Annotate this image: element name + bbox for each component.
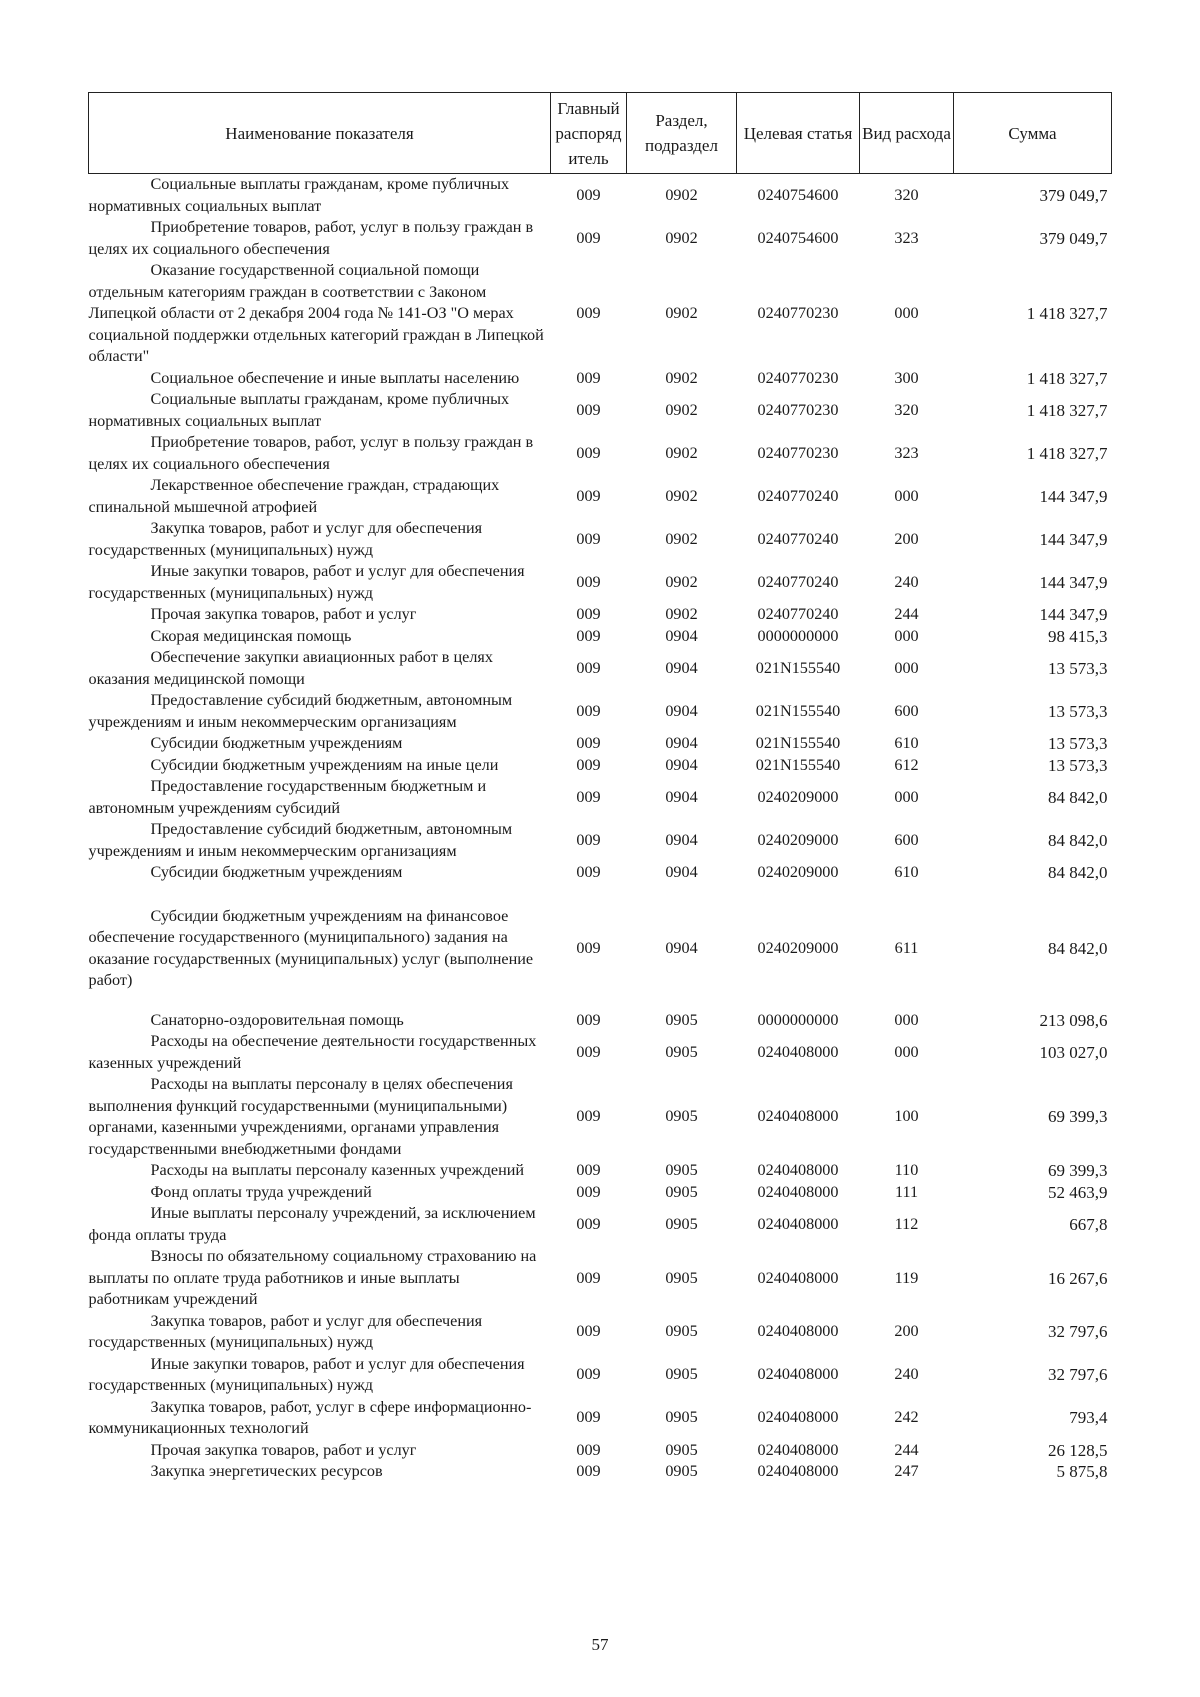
row-summa: 379 049,7 [1039, 228, 1108, 248]
row-vid: 119 [894, 1268, 919, 1287]
table-row [89, 1182, 1112, 1204]
row-name [89, 1074, 551, 1160]
row-name [89, 862, 551, 884]
row-name [89, 1031, 551, 1074]
row-glavny: 009 [576, 1107, 601, 1126]
row-glavny: 009 [576, 830, 601, 849]
table-row [89, 776, 1112, 819]
table-row [89, 1397, 1112, 1440]
row-celevaya: 021N155540 [755, 755, 841, 774]
row-vid: 320 [894, 185, 919, 204]
row-vid: 200 [894, 1322, 919, 1341]
row-celevaya: 021N155540 [755, 701, 841, 720]
row-name [89, 174, 551, 218]
budget-table [88, 92, 1112, 1483]
row-glavny: 009 [576, 368, 601, 387]
row-summa: 13 573,3 [1048, 734, 1108, 753]
row-name-text: Закупка товаров, работ, услуг в сфере информационно-коммуникационных технологий [88, 1397, 532, 1437]
row-name-text: Взносы по обязательному социальному страхованию на выплаты по оплате труда работников и иные выплаты работникам учреждений [88, 1247, 537, 1308]
row-glavny: 009 [576, 938, 601, 957]
row-summa: 69 399,3 [1048, 1107, 1108, 1127]
table-row [89, 819, 1112, 862]
row-summa: 144 347,9 [1039, 572, 1108, 592]
row-razdel: 0904 [665, 658, 698, 677]
row-name-text: Прочая закупка товаров, работ и услуг [150, 605, 417, 623]
table-row [89, 260, 1112, 368]
row-summa: 213 098,6 [1039, 1010, 1108, 1030]
row-razdel: 0902 [665, 185, 698, 204]
row-glavny: 009 [576, 1182, 601, 1201]
row-glavny: 009 [576, 1365, 601, 1384]
row-summa: 144 347,9 [1039, 605, 1108, 624]
row-razdel: 0902 [665, 400, 698, 419]
row-razdel: 0905 [665, 1214, 698, 1233]
row-name [89, 217, 551, 260]
row-name-text: Иные выплаты персоналу учреждений, за исключением фонда оплаты труда [88, 1204, 536, 1244]
row-summa: 16 267,6 [1048, 1268, 1108, 1288]
row-name [89, 475, 551, 518]
row-glavny: 009 [576, 658, 601, 677]
row-celevaya: 0240209000 [757, 863, 839, 881]
table-row [89, 604, 1112, 626]
row-glavny: 009 [576, 1462, 601, 1480]
table-row [89, 1203, 1112, 1246]
row-summa: 1 418 327,7 [1026, 304, 1108, 323]
row-celevaya: 0240770230 [757, 368, 839, 387]
row-summa: 103 027,0 [1039, 1042, 1108, 1062]
row-razdel: 0904 [665, 734, 698, 752]
row-vid: 000 [894, 486, 919, 505]
row-vid: 240 [894, 572, 919, 591]
row-vid: 000 [894, 626, 919, 645]
row-summa: 69 399,3 [1048, 1161, 1108, 1180]
row-name [89, 1461, 551, 1483]
row-glavny: 009 [576, 734, 601, 752]
row-name-text: Субсидии бюджетным учреждениям [150, 734, 403, 752]
row-celevaya: 0240770230 [757, 443, 839, 462]
row-razdel: 0905 [665, 1440, 698, 1459]
table-row [89, 432, 1112, 475]
row-razdel: 0905 [665, 1268, 698, 1287]
row-summa: 1 418 327,7 [1026, 443, 1108, 463]
row-celevaya: 0240209000 [757, 787, 839, 806]
row-glavny: 009 [576, 1161, 601, 1179]
row-summa: 13 573,3 [1048, 658, 1108, 678]
row-summa: 52 463,9 [1048, 1182, 1108, 1202]
row-name [89, 1311, 551, 1354]
row-name-text: Предоставление субсидий бюджетным, автономным учреждениям и иным некоммерческим организациям [88, 691, 513, 731]
row-razdel: 0905 [665, 1365, 698, 1384]
row-vid: 000 [894, 787, 919, 806]
row-name [89, 755, 551, 777]
row-summa: 13 573,3 [1048, 701, 1108, 721]
row-name-text: Социальное обеспечение и иные выплаты населению [150, 368, 520, 387]
table-row [89, 1311, 1112, 1354]
table-row [89, 626, 1112, 648]
row-summa: 13 573,3 [1048, 755, 1108, 775]
row-celevaya: 0240754600 [757, 185, 839, 204]
row-summa: 144 347,9 [1039, 486, 1108, 506]
table-row [89, 862, 1112, 884]
row-name-text: Закупка энергетических ресурсов [150, 1462, 383, 1480]
row-vid: 000 [894, 658, 919, 677]
row-summa: 793,4 [1069, 1408, 1108, 1428]
row-razdel: 0905 [665, 1010, 698, 1029]
row-vid: 247 [894, 1462, 919, 1480]
row-name-text: Закупка товаров, работ и услуг для обеспечения государственных (муниципальных) нужд [88, 519, 483, 559]
row-razdel: 0905 [665, 1462, 698, 1480]
row-razdel: 0902 [665, 368, 698, 387]
row-name [89, 1246, 551, 1311]
row-summa: 84 842,0 [1048, 787, 1108, 807]
row-glavny: 009 [576, 304, 601, 322]
header-summa: Сумма [954, 93, 1112, 174]
row-name [89, 690, 551, 733]
row-vid: 100 [894, 1107, 919, 1126]
row-name-text: Социальные выплаты гражданам, кроме публичных нормативных социальных выплат [88, 175, 510, 215]
row-glavny: 009 [576, 787, 601, 806]
row-glavny: 009 [576, 626, 601, 645]
header-name: Наименование показателя [89, 93, 551, 174]
row-glavny: 009 [576, 605, 601, 623]
row-glavny: 009 [576, 529, 601, 548]
row-summa: 144 347,9 [1039, 529, 1108, 549]
row-summa: 1 418 327,7 [1026, 368, 1108, 388]
row-razdel: 0904 [665, 701, 698, 720]
table-row [89, 647, 1112, 690]
row-razdel: 0904 [665, 787, 698, 806]
row-summa: 32 797,6 [1048, 1365, 1108, 1385]
row-name-text: Предоставление государственным бюджетным и автономным учреждениям субсидий [88, 777, 487, 817]
row-glavny: 009 [576, 755, 601, 774]
row-razdel: 0902 [665, 443, 698, 462]
row-glavny: 009 [576, 1268, 601, 1287]
row-razdel: 0905 [665, 1182, 698, 1201]
row-vid: 600 [894, 830, 919, 849]
row-name-text: Социальные выплаты гражданам, кроме публичных нормативных социальных выплат [88, 390, 510, 430]
row-glavny: 009 [576, 443, 601, 462]
table-row [89, 733, 1112, 755]
row-name-text: Скорая медицинская помощь [150, 626, 352, 645]
row-vid: 244 [894, 1440, 919, 1459]
row-vid: 244 [894, 605, 919, 623]
row-name [89, 1354, 551, 1397]
row-summa: 379 049,7 [1039, 185, 1108, 205]
table-row [89, 1440, 1112, 1462]
row-celevaya: 0240408000 [757, 1365, 839, 1384]
row-vid: 000 [894, 304, 919, 322]
row-razdel: 0902 [665, 228, 698, 247]
row-celevaya: 021N155540 [755, 658, 841, 677]
row-name-text: Субсидии бюджетным учреждениям на иные цели [150, 755, 499, 774]
table-row [89, 1160, 1112, 1182]
row-vid: 610 [894, 734, 919, 752]
row-name [89, 884, 551, 1010]
page-number: 57 [591, 1635, 609, 1654]
row-razdel: 0902 [665, 605, 698, 623]
table-row [89, 518, 1112, 561]
row-razdel: 0902 [665, 304, 698, 322]
row-razdel: 0905 [665, 1322, 698, 1341]
row-summa: 5 875,8 [1056, 1462, 1108, 1481]
row-celevaya: 0240408000 [757, 1214, 839, 1233]
row-celevaya: 0000000000 [757, 1010, 839, 1029]
row-name [89, 1160, 551, 1182]
row-vid: 320 [894, 400, 919, 419]
row-razdel: 0904 [665, 863, 698, 881]
row-name [89, 1182, 551, 1204]
header-vid: Вид расхода [860, 93, 954, 174]
row-name [89, 389, 551, 432]
row-summa: 98 415,3 [1048, 626, 1108, 646]
row-razdel: 0904 [665, 830, 698, 849]
row-celevaya: 0240408000 [757, 1440, 839, 1459]
row-glavny: 009 [576, 701, 601, 720]
row-glavny: 009 [576, 863, 601, 881]
row-celevaya: 0240408000 [757, 1107, 839, 1126]
row-summa: 26 128,5 [1048, 1440, 1108, 1460]
row-name-text: Субсидии бюджетным учреждениям на финансовое обеспечение государственного (муниципального) задания на оказание государственных (муниципальных) услуг (выполнение работ) [88, 906, 534, 989]
row-glavny: 009 [576, 185, 601, 204]
row-name [89, 561, 551, 604]
row-celevaya: 0240408000 [757, 1161, 839, 1179]
row-name [89, 626, 551, 648]
row-glavny: 009 [576, 572, 601, 591]
row-summa: 1 418 327,7 [1026, 400, 1108, 420]
row-vid: 240 [894, 1365, 919, 1384]
row-name-text: Расходы на выплаты персоналу в целях обеспечения выполнения функций государственными (муниципальными) органами, казенными учреждениями, органами управления государственными внебюджетными фондами [88, 1075, 513, 1158]
row-celevaya: 0240408000 [757, 1042, 839, 1061]
row-summa: 84 842,0 [1048, 938, 1108, 958]
row-name [89, 518, 551, 561]
row-name [89, 432, 551, 475]
table-row [89, 217, 1112, 260]
table-row [89, 561, 1112, 604]
row-summa: 32 797,6 [1048, 1322, 1108, 1342]
row-summa: 84 842,0 [1048, 863, 1108, 882]
table-row [89, 1354, 1112, 1397]
table-row [89, 1010, 1112, 1032]
row-glavny: 009 [576, 1322, 601, 1341]
row-name [89, 776, 551, 819]
row-summa: 84 842,0 [1048, 830, 1108, 850]
row-name [89, 1010, 551, 1032]
row-celevaya: 0240770230 [757, 400, 839, 419]
table-header [89, 93, 1112, 174]
row-razdel: 0905 [665, 1042, 698, 1061]
row-name-text: Лекарственное обеспечение граждан, страдающих спинальной мышечной атрофией [88, 476, 500, 516]
header-glavny: Главный распоряд итель [551, 93, 627, 174]
row-name-text: Оказание государственной социальной помощи отдельным категориям граждан в соответствии с Законом Липецкой области от 2 декабря 2004 года № 141-ОЗ "О мерах социальной поддержки отдельных категорий граждан в Липецкой области" [88, 261, 544, 365]
row-razdel: 0902 [665, 529, 698, 548]
table-row [89, 475, 1112, 518]
row-name [89, 604, 551, 626]
row-razdel: 0904 [665, 626, 698, 645]
row-celevaya: 0240408000 [757, 1182, 839, 1201]
row-celevaya: 0240770240 [757, 572, 839, 591]
row-glavny: 009 [576, 1408, 601, 1427]
row-name-text: Приобретение товаров, работ, услуг в пользу граждан в целях их социального обеспечения [88, 433, 534, 473]
row-name [89, 647, 551, 690]
row-celevaya: 0240408000 [757, 1462, 839, 1480]
table-row [89, 1031, 1112, 1074]
row-celevaya: 0240209000 [757, 830, 839, 849]
row-celevaya: 0240770240 [757, 605, 839, 623]
header-razdel: Раздел, подраздел [627, 93, 737, 174]
row-summa: 667,8 [1069, 1214, 1108, 1234]
table-row [89, 755, 1112, 777]
row-vid: 200 [894, 529, 919, 548]
row-name [89, 1397, 551, 1440]
row-razdel: 0902 [665, 572, 698, 591]
row-name [89, 733, 551, 755]
row-razdel: 0905 [665, 1161, 698, 1179]
table-row [89, 174, 1112, 218]
row-razdel: 0905 [665, 1107, 698, 1126]
row-celevaya: 0240408000 [757, 1268, 839, 1287]
row-celevaya: 021N155540 [755, 734, 841, 752]
row-name-text: Прочая закупка товаров, работ и услуг [150, 1440, 417, 1459]
row-glavny: 009 [576, 1440, 601, 1459]
row-name-text: Обеспечение закупки авиационных работ в целях оказания медицинской помощи [88, 648, 493, 688]
row-glavny: 009 [576, 400, 601, 419]
row-vid: 611 [894, 938, 919, 957]
row-glavny: 009 [576, 228, 601, 247]
table-body [89, 174, 1112, 1483]
row-glavny: 009 [576, 486, 601, 505]
row-vid: 323 [894, 228, 919, 247]
row-razdel: 0905 [665, 1408, 698, 1427]
document-page [88, 92, 1111, 1483]
row-glavny: 009 [576, 1214, 601, 1233]
row-celevaya: 0240209000 [757, 938, 839, 957]
row-celevaya: 0240408000 [757, 1408, 839, 1427]
row-razdel: 0904 [665, 938, 698, 957]
row-razdel: 0902 [665, 486, 698, 505]
row-glavny: 009 [576, 1042, 601, 1061]
row-vid: 600 [894, 701, 919, 720]
table-row [89, 389, 1112, 432]
row-name [89, 260, 551, 368]
table-row [89, 368, 1112, 390]
row-vid: 112 [894, 1214, 919, 1233]
row-celevaya: 0240408000 [757, 1322, 839, 1341]
row-vid: 612 [894, 755, 919, 774]
row-name-text: Закупка товаров, работ и услуг для обеспечения государственных (муниципальных) нужд [88, 1311, 483, 1351]
row-celevaya: 0240754600 [757, 228, 839, 247]
row-celevaya: 0240770240 [757, 486, 839, 505]
row-name [89, 1440, 551, 1462]
table-row [89, 1074, 1112, 1160]
row-vid: 000 [894, 1010, 919, 1029]
row-name-text: Субсидии бюджетным учреждениям [150, 863, 403, 881]
table-row [89, 1461, 1112, 1483]
row-name-text: Фонд оплаты труда учреждений [150, 1182, 372, 1201]
row-name-text: Расходы на обеспечение деятельности государственных казенных учреждений [88, 1032, 537, 1072]
row-vid: 323 [894, 443, 919, 462]
row-vid: 300 [894, 368, 919, 387]
header-celevaya: Целевая статья [737, 93, 860, 174]
row-glavny: 009 [576, 1010, 601, 1029]
row-name [89, 819, 551, 862]
row-name-text: Иные закупки товаров, работ и услуг для обеспечения государственных (муниципальных) нужд [88, 562, 525, 602]
table-row [89, 690, 1112, 733]
row-vid: 111 [894, 1182, 919, 1201]
row-razdel: 0904 [665, 755, 698, 774]
row-celevaya: 0240770240 [757, 529, 839, 548]
row-celevaya: 0000000000 [757, 626, 839, 645]
row-vid: 110 [894, 1161, 919, 1179]
row-name-text: Санаторно-оздоровительная помощь [150, 1010, 404, 1029]
table-row [89, 884, 1112, 1010]
table-row [89, 1246, 1112, 1311]
row-vid: 610 [894, 863, 919, 881]
row-name-text: Расходы на выплаты персоналу казенных учреждений [150, 1161, 525, 1179]
row-name [89, 368, 551, 390]
row-name-text: Иные закупки товаров, работ и услуг для обеспечения государственных (муниципальных) нужд [88, 1354, 525, 1394]
row-name-text: Предоставление субсидий бюджетным, автономным учреждениям и иным некоммерческим организациям [88, 820, 513, 860]
row-vid: 000 [894, 1042, 919, 1061]
row-celevaya: 0240770230 [757, 304, 839, 322]
row-vid: 242 [894, 1408, 919, 1427]
row-name-text: Приобретение товаров, работ, услуг в пользу граждан в целях их социального обеспечения [88, 218, 534, 258]
row-name [89, 1203, 551, 1246]
